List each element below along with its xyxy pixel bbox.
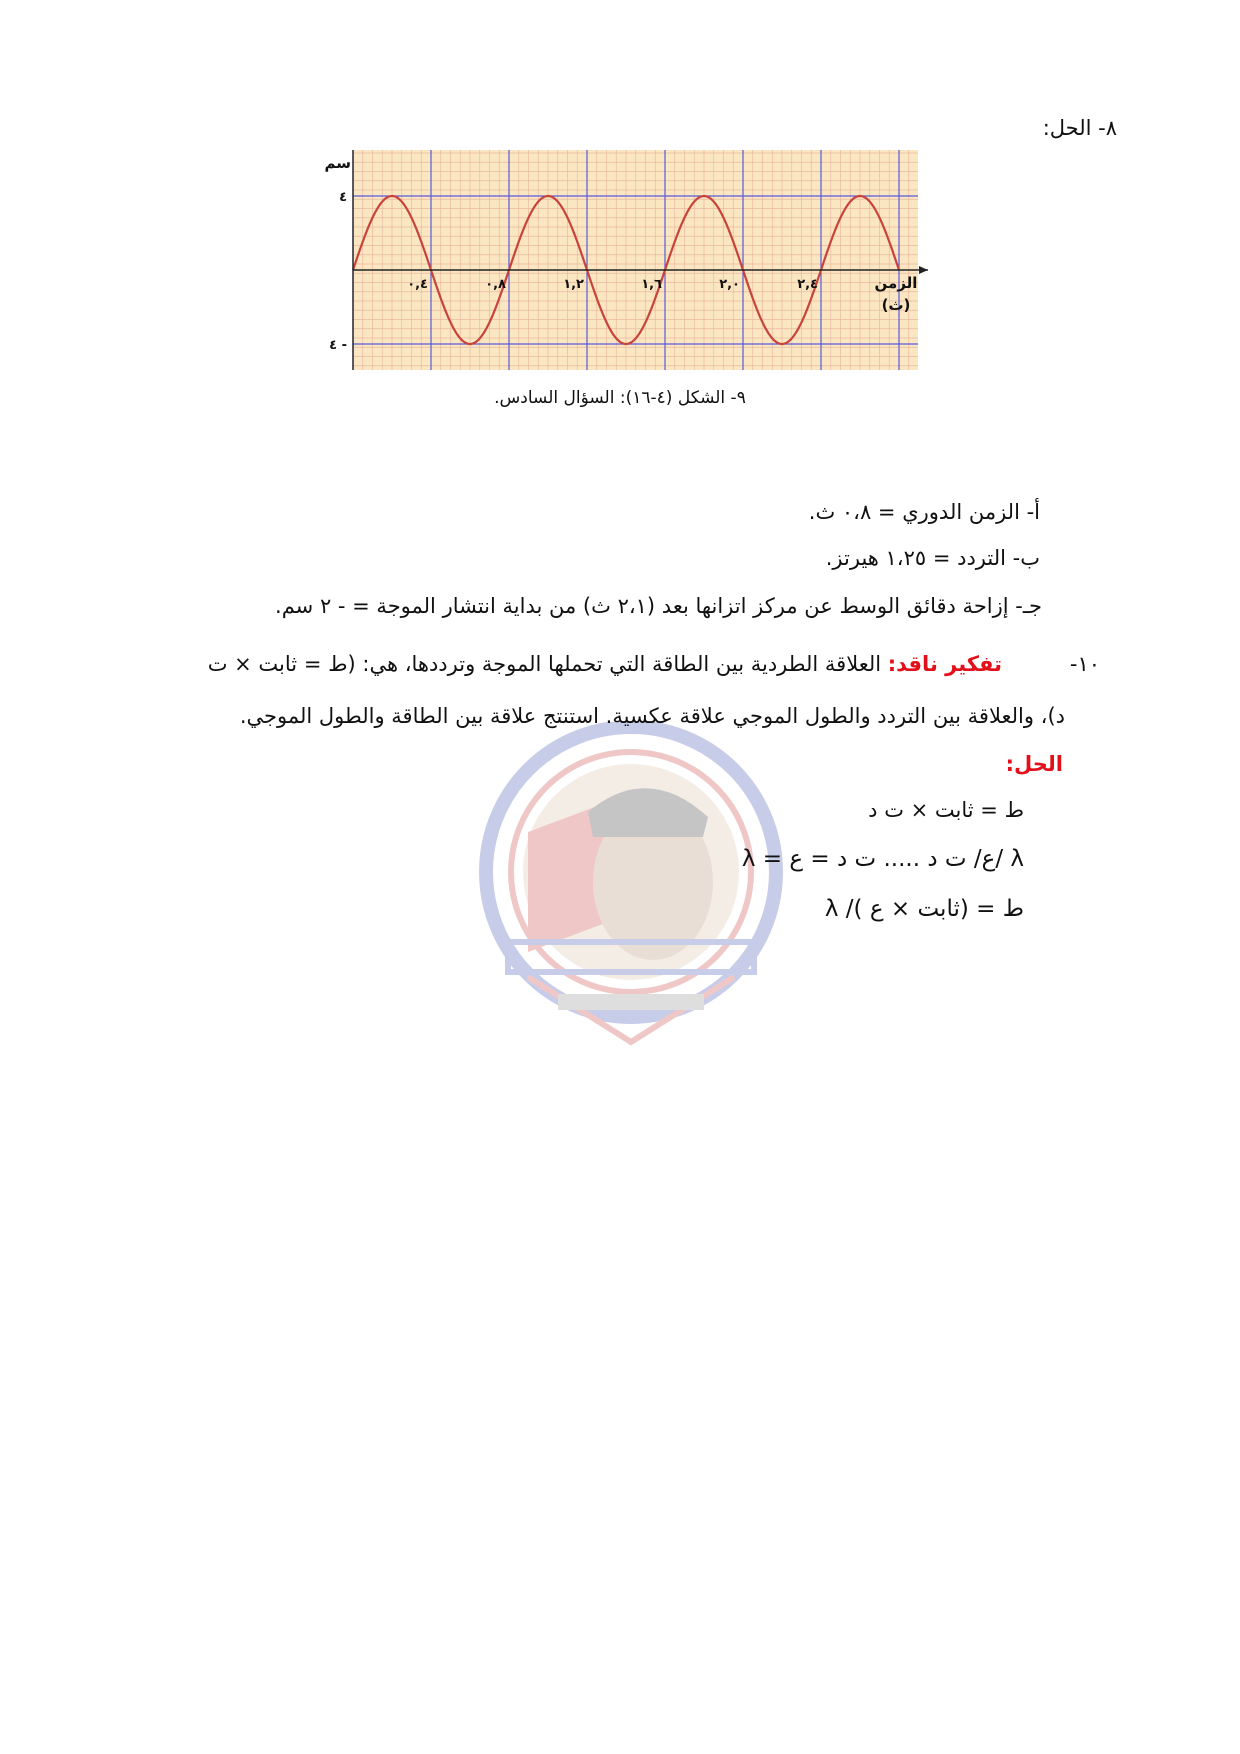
equation-2: λ = ع/ ت د ..... ت د = ع/ λ xyxy=(741,846,1024,872)
figure-caption: ٩- الشكل (٤-١٦): السؤال السادس. xyxy=(494,388,746,408)
answer-b: ب- التردد = ١،٢٥ هيرتز. xyxy=(825,546,1040,570)
q10-solution-label: الحل: xyxy=(1005,752,1063,776)
x-axis-label: الزمن xyxy=(874,274,918,292)
q10-text1: العلاقة الطردية بين الطاقة التي تحملها الموجة وترددها، هي: (ط = ثابت × ت xyxy=(207,652,882,676)
x-tick-label: ٢,٠ xyxy=(719,277,740,292)
q10-number: -١٠ xyxy=(1069,652,1100,676)
y-tick-label: ٤ - xyxy=(329,338,347,353)
q8-heading: ٨- الحل: xyxy=(1042,116,1117,140)
answer-a: أ- الزمن الدوري = ٠،٨ ث. xyxy=(808,500,1040,524)
x-tick-label: ١,٦ xyxy=(641,277,662,292)
wave-chart xyxy=(318,150,928,380)
x-tick-label: ٠,٨ xyxy=(485,277,506,292)
y-axis-label: سم xyxy=(324,154,351,172)
x-tick-label: ٢,٤ xyxy=(797,277,818,292)
x-axis-label-unit: (ث) xyxy=(881,296,911,314)
x-tick-label: ٠,٤ xyxy=(407,277,428,292)
equation-3: ط = (ثابت × ع )/ λ xyxy=(824,896,1024,922)
equation-1: ط = ثابت × ت د xyxy=(868,798,1024,822)
x-tick-label: ١,٢ xyxy=(563,277,584,292)
q10-label: تفكير ناقد: xyxy=(887,652,1002,676)
wave-chart-svg xyxy=(318,150,928,380)
answer-c: جـ- إزاحة دقائق الوسط عن مركز اتزانها بعد (٢،١ ث) من بداية انتشار الموجة = - ٢ سم. xyxy=(275,594,1042,618)
q10-line1 xyxy=(208,652,1002,677)
watermark-seal-icon xyxy=(468,722,794,1054)
y-tick-label: ٤ xyxy=(339,190,347,205)
q10-line2: د)، والعلاقة بين التردد والطول الموجي علاقة عكسية. استنتج علاقة بين الطاقة والطول الموجي. xyxy=(239,704,1065,728)
x-axis-arrow-icon xyxy=(919,266,928,274)
